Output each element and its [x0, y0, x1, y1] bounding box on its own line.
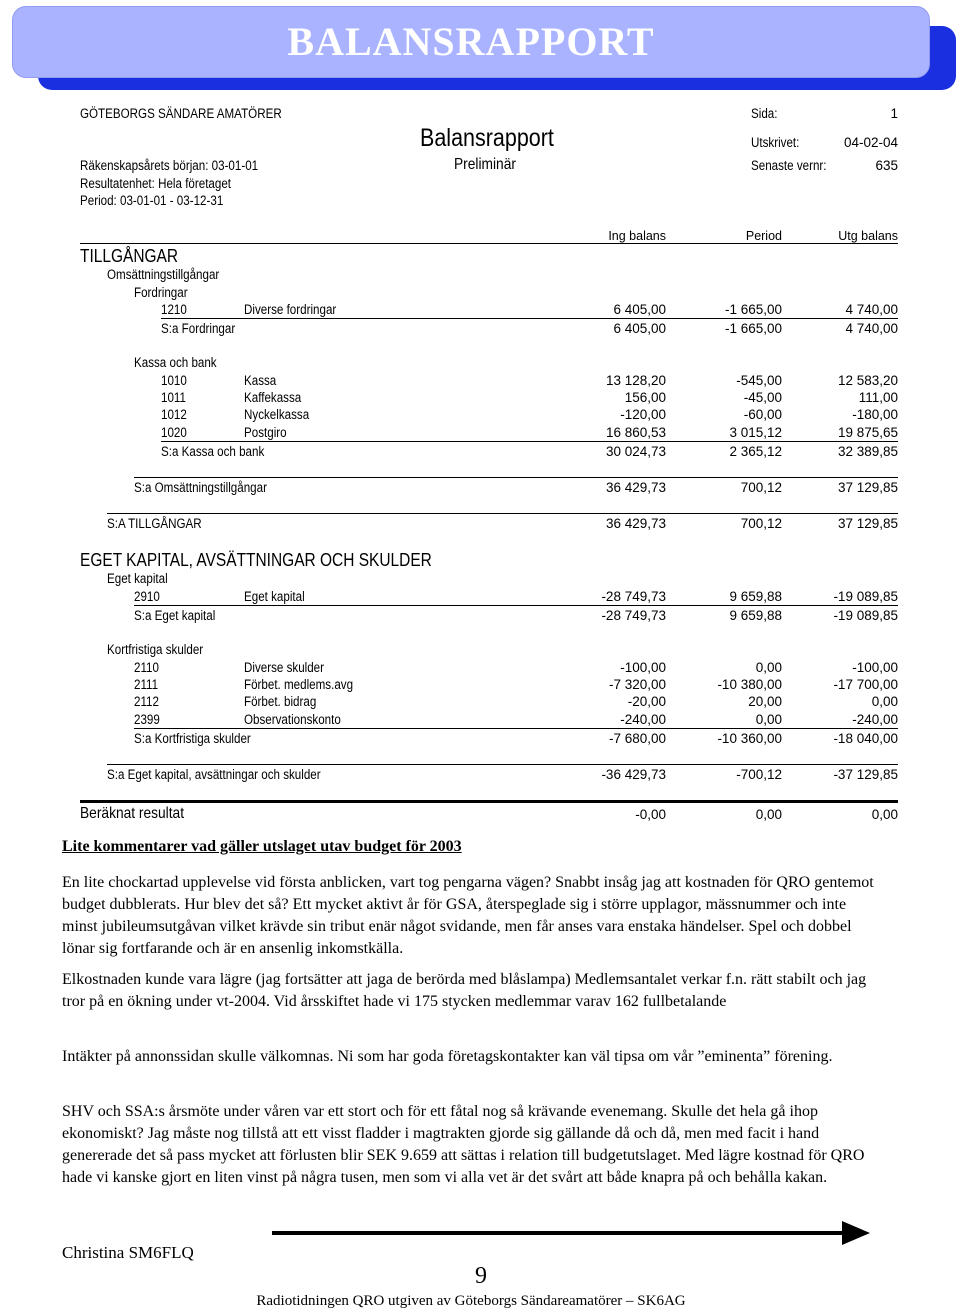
sum-cash-ing: 30 024,73	[605, 444, 666, 459]
account-name: Eget kapital	[244, 589, 305, 604]
period-amount: -45,00	[743, 390, 782, 405]
sum-current-label: S:a Omsättningstillgångar	[134, 480, 267, 495]
period-amount: 9 659,88	[729, 589, 782, 604]
sum-rule	[107, 764, 898, 765]
sum-rule	[161, 441, 898, 442]
sum-receivables-period: -1 665,00	[724, 321, 782, 336]
sum-short-label: S:a Kortfristiga skulder	[134, 731, 251, 746]
utg-balance: 4 740,00	[845, 302, 898, 317]
account-number: 1011	[161, 390, 186, 405]
comments-heading: Lite kommentarer vad gäller utslaget utav budget för 2003	[62, 838, 462, 855]
sum-equity-liab-label: S:a Eget kapital, avsättningar och skulder	[107, 767, 321, 782]
account-name: Diverse skulder	[244, 660, 325, 675]
result-rule	[80, 800, 898, 803]
account-name: Observationskonto	[244, 712, 341, 727]
sum-equity-utg: -19 089,85	[833, 608, 898, 623]
report-subtitle: Preliminär	[454, 156, 516, 173]
period-amount: 0,00	[755, 712, 782, 727]
ing-balance: 16 860,53	[605, 425, 666, 440]
header-rule	[80, 243, 898, 244]
page-number: 9	[475, 1263, 487, 1289]
account-name: Postgiro	[244, 425, 287, 440]
result-unit: Resultatenhet: Hela företaget	[80, 176, 232, 191]
comment-paragraph: En lite chockartad upplevelse vid första anblicken, vart tog pengarna vägen? Snabbt insåg jag att kostnaden för QRO gentemot budget dubblerats. Hur blev det så? Ett mycket aktivt år för GSA, återspeglade sig i större upplagor, mässnummer och inte minst jubileumsutgåvan vilket krävde sin tribut enär något svidande, men får anses vara enstaka händelser. Spel och dobbel lönar sig fortfarande och är en ansenlig inkomstkälla.	[62, 874, 874, 957]
sum-rule	[134, 605, 898, 606]
banner-title: BALANSRAPPORT	[287, 19, 655, 64]
cash-bank-heading: Kassa och bank	[134, 355, 217, 370]
next-page-arrow-line	[272, 1231, 844, 1235]
equity-liab-heading: EGET KAPITAL, AVSÄTTNINGAR OCH SKULDER	[80, 550, 432, 570]
ing-balance: -28 749,73	[601, 589, 666, 604]
utg-balance: 12 583,20	[837, 373, 898, 388]
result-period: 0,00	[755, 807, 782, 822]
result-utg: 0,00	[871, 807, 898, 822]
sum-rule	[161, 318, 898, 319]
period-amount: -60,00	[743, 407, 782, 422]
comment-paragraph: Intäkter på annonssidan skulle välkomnas. Ni som har goda företagskontakter kan väl tipsa om vår ”eminenta” förening.	[62, 1048, 833, 1065]
page-label: Sida:	[751, 106, 778, 121]
sum-equity-liab-utg: -37 129,85	[833, 767, 898, 782]
vernr-label: Senaste vernr:	[751, 158, 827, 173]
account-number: 1020	[161, 425, 187, 440]
org-name: GÖTEBORGS SÄNDARE AMATÖRER	[80, 106, 282, 121]
sum-assets-label: S:A TILLGÅNGAR	[107, 516, 202, 531]
ing-balance: -7 320,00	[608, 677, 666, 692]
period-amount: -1 665,00	[724, 302, 782, 317]
period-amount: 3 015,12	[729, 425, 782, 440]
ing-balance: 156,00	[624, 390, 666, 405]
sum-cash-utg: 32 389,85	[837, 444, 898, 459]
sum-receivables-label: S:a Fordringar	[161, 321, 236, 336]
account-name: Kassa	[244, 373, 277, 388]
account-name: Kaffekassa	[244, 390, 302, 405]
printed-value: 04-02-04	[843, 135, 898, 150]
report-title: Balansrapport	[420, 124, 554, 152]
page-value: 1	[890, 106, 898, 121]
receivables-heading: Fordringar	[134, 285, 188, 300]
period-amount: 0,00	[755, 660, 782, 675]
assets-heading: TILLGÅNGAR	[80, 246, 179, 266]
utg-balance: 0,00	[871, 694, 898, 709]
account-name: Förbet. bidrag	[244, 694, 317, 709]
utg-balance: -100,00	[852, 660, 898, 675]
period-amount: -545,00	[736, 373, 782, 388]
printed-label: Utskrivet:	[751, 135, 800, 150]
vernr-value: 635	[875, 158, 898, 173]
sum-short-ing: -7 680,00	[608, 731, 666, 746]
utg-balance: 111,00	[858, 390, 898, 405]
sum-rule	[107, 513, 898, 514]
account-name: Nyckelkassa	[244, 407, 310, 422]
sum-short-utg: -18 040,00	[833, 731, 898, 746]
col-header-ing: Ing balans	[608, 229, 666, 243]
account-number: 2111	[134, 677, 159, 692]
sum-equity-liab-period: -700,12	[736, 767, 782, 782]
sum-equity-liab-ing: -36 429,73	[601, 767, 666, 782]
account-number: 1010	[161, 373, 187, 388]
ing-balance: 6 405,00	[613, 302, 666, 317]
sum-short-period: -10 360,00	[717, 731, 782, 746]
fiscal-start: Räkenskapsårets början: 03-01-01	[80, 158, 259, 173]
current-assets-heading: Omsättningstillgångar	[107, 267, 220, 282]
utg-balance: -180,00	[852, 407, 898, 422]
account-number: 2399	[134, 712, 160, 727]
period-amount: 20,00	[748, 694, 782, 709]
ing-balance: -20,00	[627, 694, 666, 709]
result-label: Beräknat resultat	[80, 805, 185, 822]
sum-equity-ing: -28 749,73	[601, 608, 666, 623]
result-ing: -0,00	[635, 807, 666, 822]
comment-paragraph: SHV och SSA:s årsmöte under våren var ett stort och för ett fåtal nog så krävande evenemang. Skulle det hela gå ihop ekonomiskt? Jag måste nog tillstå att ett visst fladder i magtrakten gjorde sig gällande då och då, men med facit i hand genererade det så pass mycket att förlusten blir SEK 9.659 att sättas i relation till budgetutslaget. Med lägre kostnad för QRO hade vi kanske gjort en liten vinst på några tusen, men som vi alla vet är det svårt att både knapra på och behålla kakan.	[62, 1103, 865, 1186]
sum-rule	[134, 477, 898, 478]
col-header-utg: Utg balans	[838, 229, 898, 243]
ing-balance: -240,00	[620, 712, 666, 727]
col-header-period: Period	[745, 229, 782, 243]
utg-balance: 19 875,65	[837, 425, 898, 440]
sum-current-utg: 37 129,85	[837, 480, 898, 495]
account-number: 2112	[134, 694, 159, 709]
sum-assets-ing: 36 429,73	[605, 516, 666, 531]
sum-cash-label: S:a Kassa och bank	[161, 444, 265, 459]
sum-cash-period: 2 365,12	[729, 444, 782, 459]
ing-balance: -120,00	[620, 407, 666, 422]
utg-balance: -17 700,00	[833, 677, 898, 692]
sum-current-period: 700,12	[740, 480, 782, 495]
account-name: Diverse fordringar	[244, 302, 337, 317]
utg-balance: -19 089,85	[833, 589, 898, 604]
signature: Christina SM6FLQ	[62, 1243, 194, 1262]
sum-assets-period: 700,12	[740, 516, 782, 531]
sum-equity-label: S:a Eget kapital	[134, 608, 216, 623]
sum-equity-period: 9 659,88	[729, 608, 782, 623]
sum-receivables-ing: 6 405,00	[613, 321, 666, 336]
account-number: 2910	[134, 589, 160, 604]
account-number: 2110	[134, 660, 159, 675]
short-liab-heading: Kortfristiga skulder	[107, 642, 204, 657]
ing-balance: -100,00	[620, 660, 666, 675]
utg-balance: -240,00	[852, 712, 898, 727]
sum-rule	[134, 728, 898, 729]
sum-receivables-utg: 4 740,00	[845, 321, 898, 336]
account-number: 1012	[161, 407, 187, 422]
sum-current-ing: 36 429,73	[605, 480, 666, 495]
ing-balance: 13 128,20	[605, 373, 666, 388]
account-number: 1210	[161, 302, 187, 317]
footer-credit: Radiotidningen QRO utgiven av Göteborgs Sändareamatörer – SK6AG	[256, 1293, 686, 1309]
arrow-right-icon	[842, 1221, 870, 1245]
report-period: Period: 03-01-01 - 03-12-31	[80, 193, 224, 208]
comment-paragraph: Elkostnaden kunde vara lägre (jag fortsätter att jaga de berörda med blåslampa) Medlemsantalet verkar f.n. rätt stabilt och jag tror på en ökning under vt-2004. Vid årsskiftet hade vi 175 stycken medlemmar varav 162 fullbetalande	[62, 971, 867, 1010]
sum-assets-utg: 37 129,85	[837, 516, 898, 531]
equity-heading: Eget kapital	[107, 571, 168, 586]
period-amount: -10 380,00	[717, 677, 782, 692]
account-name: Förbet. medlems.avg	[244, 677, 354, 692]
